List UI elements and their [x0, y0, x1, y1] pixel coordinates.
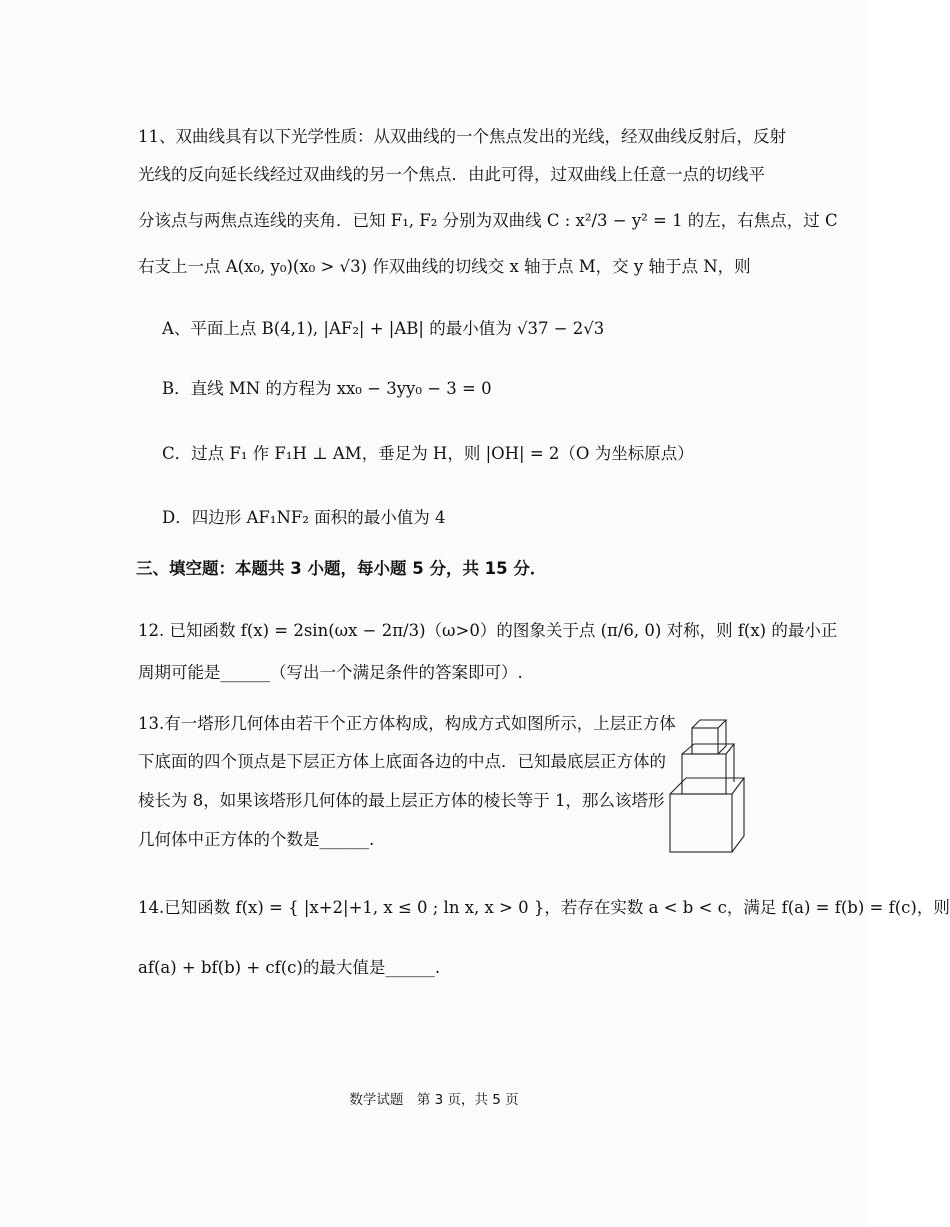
- q11-line-4: 右支上一点 A(x₀, y₀)(x₀ > √3) 作双曲线的切线交 x 轴于点 M，交 y 轴于点 N，则: [138, 257, 751, 276]
- q11-option-c: C．过点 F₁ 作 F₁H ⊥ AM，垂足为 H，则 |OH| = 2（O 为坐标原点）: [162, 444, 694, 463]
- q13-line-3: 棱长为 8，如果该塔形几何体的最上层正方体的棱长等于 1，那么该塔形: [138, 791, 665, 810]
- middle-cube-front: [682, 754, 726, 794]
- q11-option-d: D．四边形 AF₁NF₂ 面积的最小值为 4: [162, 508, 446, 527]
- top-cube-side: [718, 720, 726, 754]
- q13-line-1: 13.有一塔形几何体由若干个正方体构成，构成方式如图所示，上层正方体: [138, 714, 676, 733]
- q11-line-1: 11、双曲线具有以下光学性质：从双曲线的一个焦点发出的光线，经双曲线反射后，反射: [138, 127, 786, 146]
- bottom-cube-side: [732, 778, 744, 852]
- q14-line-1: 14.已知函数 f(x) = { |x+2|+1, x ≤ 0 ; ln x, x > 0 }，若存在实数 a < b < c，满足 f(a) = f(b) = f(c)，则: [138, 898, 950, 917]
- q11-line-2: 光线的反向延长线经过双曲线的另一个焦点．由此可得，过双曲线上任意一点的切线平: [138, 165, 765, 184]
- q13-line-4: 几何体中正方体的个数是______.: [138, 830, 375, 849]
- q12-line-1: 12. 已知函数 f(x) = 2sin(ωx − 2π/3)（ω>0）的图象关于点 (π/6, 0) 对称，则 f(x) 的最小正: [138, 621, 838, 640]
- q12-line-2: 周期可能是______（写出一个满足条件的答案即可）.: [138, 663, 523, 682]
- top-cube-top: [692, 720, 726, 728]
- bottom-cube-top: [670, 778, 744, 794]
- q13-line-2: 下底面的四个顶点是下层正方体上底面各边的中点．已知最底层正方体的: [138, 752, 666, 771]
- q11-option-b: B．直线 MN 的方程为 xx₀ − 3yy₀ − 3 = 0: [162, 379, 492, 398]
- top-cube-front: [692, 728, 718, 754]
- q11-line-3: 分该点与两焦点连线的夹角．已知 F₁, F₂ 分别为双曲线 C : x²/3 − y² = 1 的左，右焦点，过 C: [138, 211, 838, 230]
- section-heading: 三、填空题：本题共 3 小题，每小题 5 分，共 15 分．: [136, 559, 547, 578]
- bottom-cube-front: [670, 794, 732, 852]
- page-footer: 数学试题 第 3 页，共 5 页: [349, 1092, 519, 1108]
- q11-option-a: A、平面上点 B(4,1), |AF₂| + |AB| 的最小值为 √37 − 2√3: [162, 319, 605, 338]
- q14-line-2: af(a) + bf(b) + cf(c)的最大值是______.: [138, 958, 441, 977]
- cube-tower-figure: [664, 718, 750, 854]
